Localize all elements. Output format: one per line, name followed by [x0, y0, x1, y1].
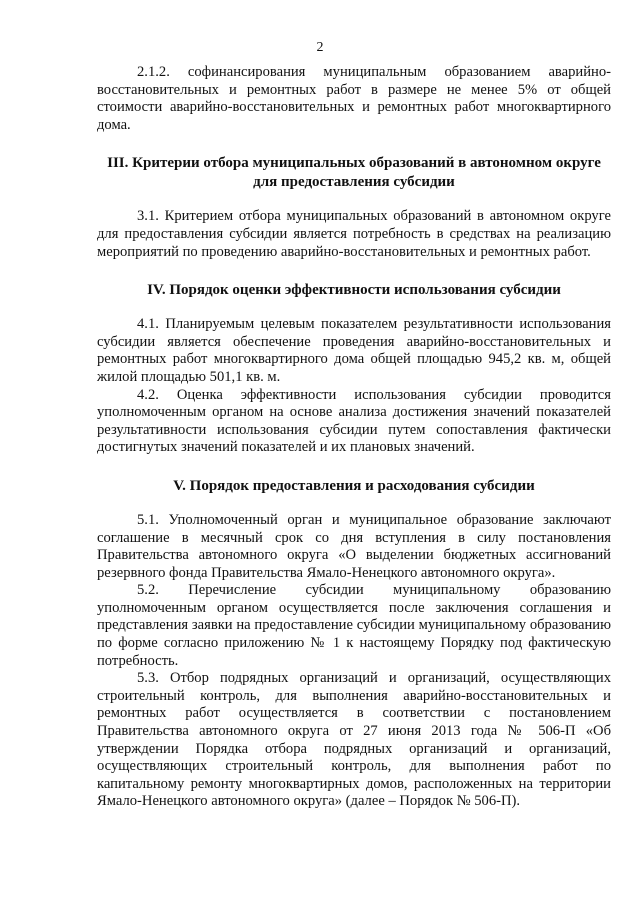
paragraph-3-1: 3.1. Критерием отбора муниципальных образований в автономном округе для предоставления субсидии является потребность в средствах на реализацию мероприятий по проведению аварийно-восстановительных и ремонтных работ.	[97, 208, 611, 260]
paragraph-5-3: 5.3. Отбор подрядных организаций и организаций, осуществляющих строительный контроль, для выполнения аварийно-восстановительных и ремонтных работ осуществляется в соответствии с постановлением Правительства автономного округа от 27 июня 2013 года № 506-П «Об утверждении Порядка отбора подрядных организаций и организаций, осуществляющих строительный контроль, для выполнения работ по капитальному ремонту многоквартирных домов, расположенных на территории Ямало-Ненецкого автономного округа» (далее – Порядок № 506-П).	[97, 670, 611, 810]
document-body	[97, 64, 611, 811]
section-heading-v: V. Порядок предоставления и расходования субсидии	[173, 477, 535, 494]
paragraph-4-2: 4.2. Оценка эффективности использования субсидии проводится уполномоченным органом на основе анализа достижения значений показателей результативности использования субсидии путем сопоставления фактически достигнутых значений показателей и их плановых значений.	[97, 386, 611, 456]
page-number: 2	[316, 40, 324, 55]
paragraph-5-2: 5.2. Перечисление субсидии муниципальному образованию уполномоченным органом осуществляется после заключения соглашения и представления заявки на предоставление субсидии муниципальному образованию по форме согласно приложению № 1 к настоящему Порядку под фактическую потребность.	[97, 582, 611, 669]
section-heading-iv: IV. Порядок оценки эффективности использования субсидии	[147, 282, 561, 299]
paragraph-4-1: 4.1. Планируемым целевым показателем результативности использования субсидии является обеспечение проведения аварийно-восстановительных и ремонтных работ многоквартирного дома общей площадью 945,2 кв. м, общей жилой площадью 501,1 кв. м.	[97, 316, 611, 385]
section-heading-iii: III. Критерии отбора муниципальных образований в автономном округе для предоставления субсидии	[107, 155, 601, 191]
paragraph-5-1: 5.1. Уполномоченный орган и муниципальное образование заключают соглашение в месячный срок со дня вступления в силу постановления Правительства автономного округа «О выделении бюджетных ассигнований резервного фонда Правительства Ямало-Ненецкого автономного округа».	[97, 511, 611, 581]
paragraph-2-1-2: 2.1.2. софинансирования муниципальным образованием аварийно-восстановительных и ремонтных работ в размере не менее 5% от общей стоимости аварийно-восстановительных и ремонтных работ многоквартирного дома.	[97, 64, 611, 133]
